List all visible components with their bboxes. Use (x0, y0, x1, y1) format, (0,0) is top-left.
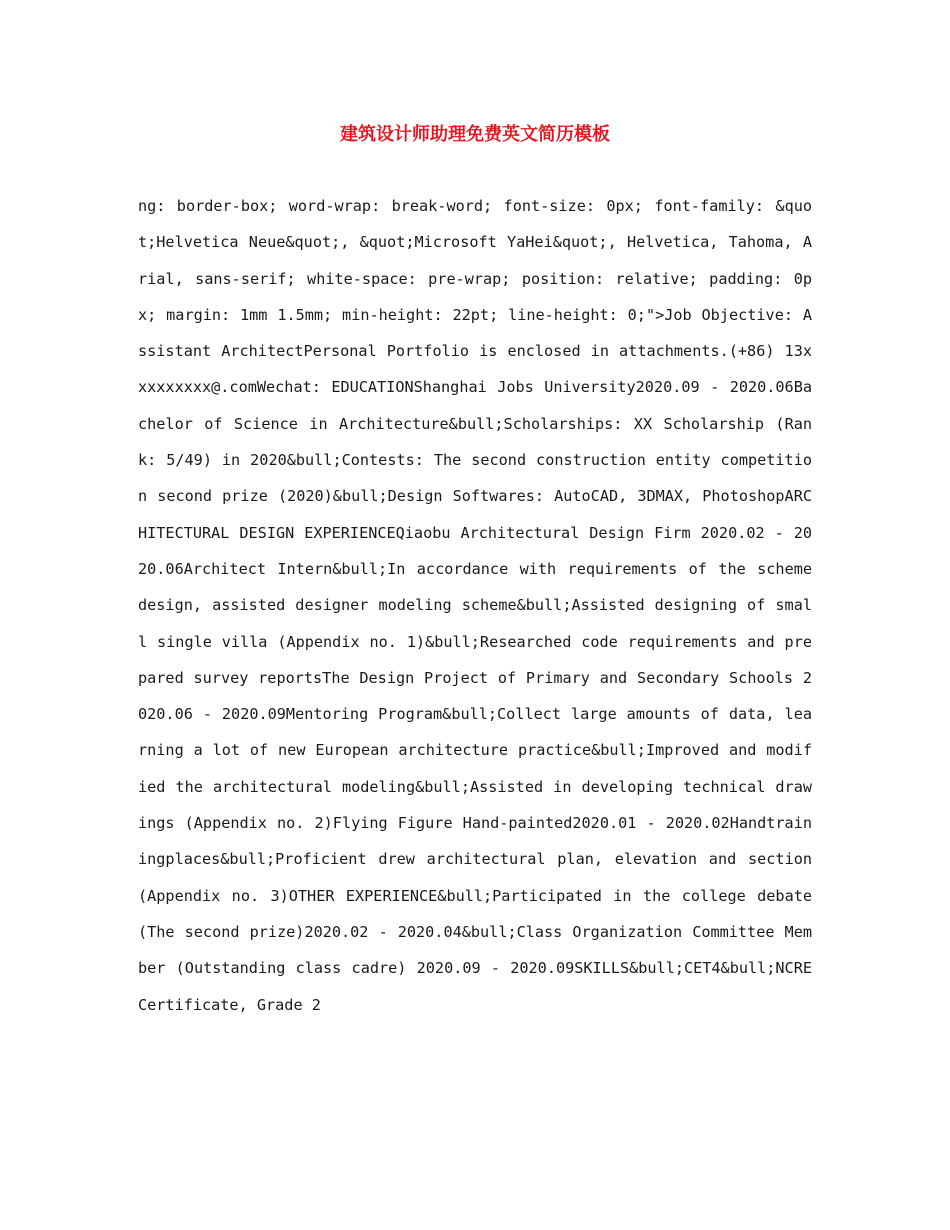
document-title: 建筑设计师助理免费英文简历模板 (340, 124, 610, 145)
document-body-text: ng: border-box; word-wrap: break-word; font-size: 0px; font-family: &quot;Helvetica Neue&quot;, &quot;Microsoft YaHei&quot;, Helvetica, Tahoma, Arial, sans-serif; white-space: pre-wrap; position: relative; padding: 0px; margin: 1mm 1.5mm; min-height: 22pt; line-height: 0;">Job Objective: Assistant ArchitectPersonal Portfolio is enclosed in attachments.(+86) 13xxxxxxxxx@.comWechat: EDUCATIONShanghai Jobs University2020.09 - 2020.06Bachelor of Science in Architecture&bull;Scholarships: XX Scholarship (Rank: 5/49) in 2020&bull;Contests: The second construction entity competition second prize (2020)&bull;Design Softwares: AutoCAD, 3DMAX, PhotoshopARCHITECTURAL DESIGN EXPERIENCEQiaobu Architectural Design Firm 2020.02 - 2020.06Architect Intern&bull;In accordance with requirements of the scheme design, assisted designer modeling scheme&bull;Assisted designing of small single villa (Appendix no. 1)&bull;Researched code requirements and prepared survey reportsThe Design Project of Primary and Secondary Schools 2020.06 - 2020.09Mentoring Program&bull;Collect large amounts of data, learning a lot of new European architecture practice&bull;Improved and modified the architectural modeling&bull;Assisted in developing technical drawings (Appendix no. 2)Flying Figure Hand-painted2020.01 - 2020.02Handtrainingplaces&bull;Proficient drew architectural plan, elevation and section (Appendix no. 3)OTHER EXPERIENCE&bull;Participated in the college debate (The second prize)2020.02 - 2020.04&bull;Class Organization Committee Member (Outstanding class cadre) 2020.09 - 2020.09SKILLS&bull;CET4&bull;NCRE Certificate, Grade 2 (138, 197, 812, 1014)
